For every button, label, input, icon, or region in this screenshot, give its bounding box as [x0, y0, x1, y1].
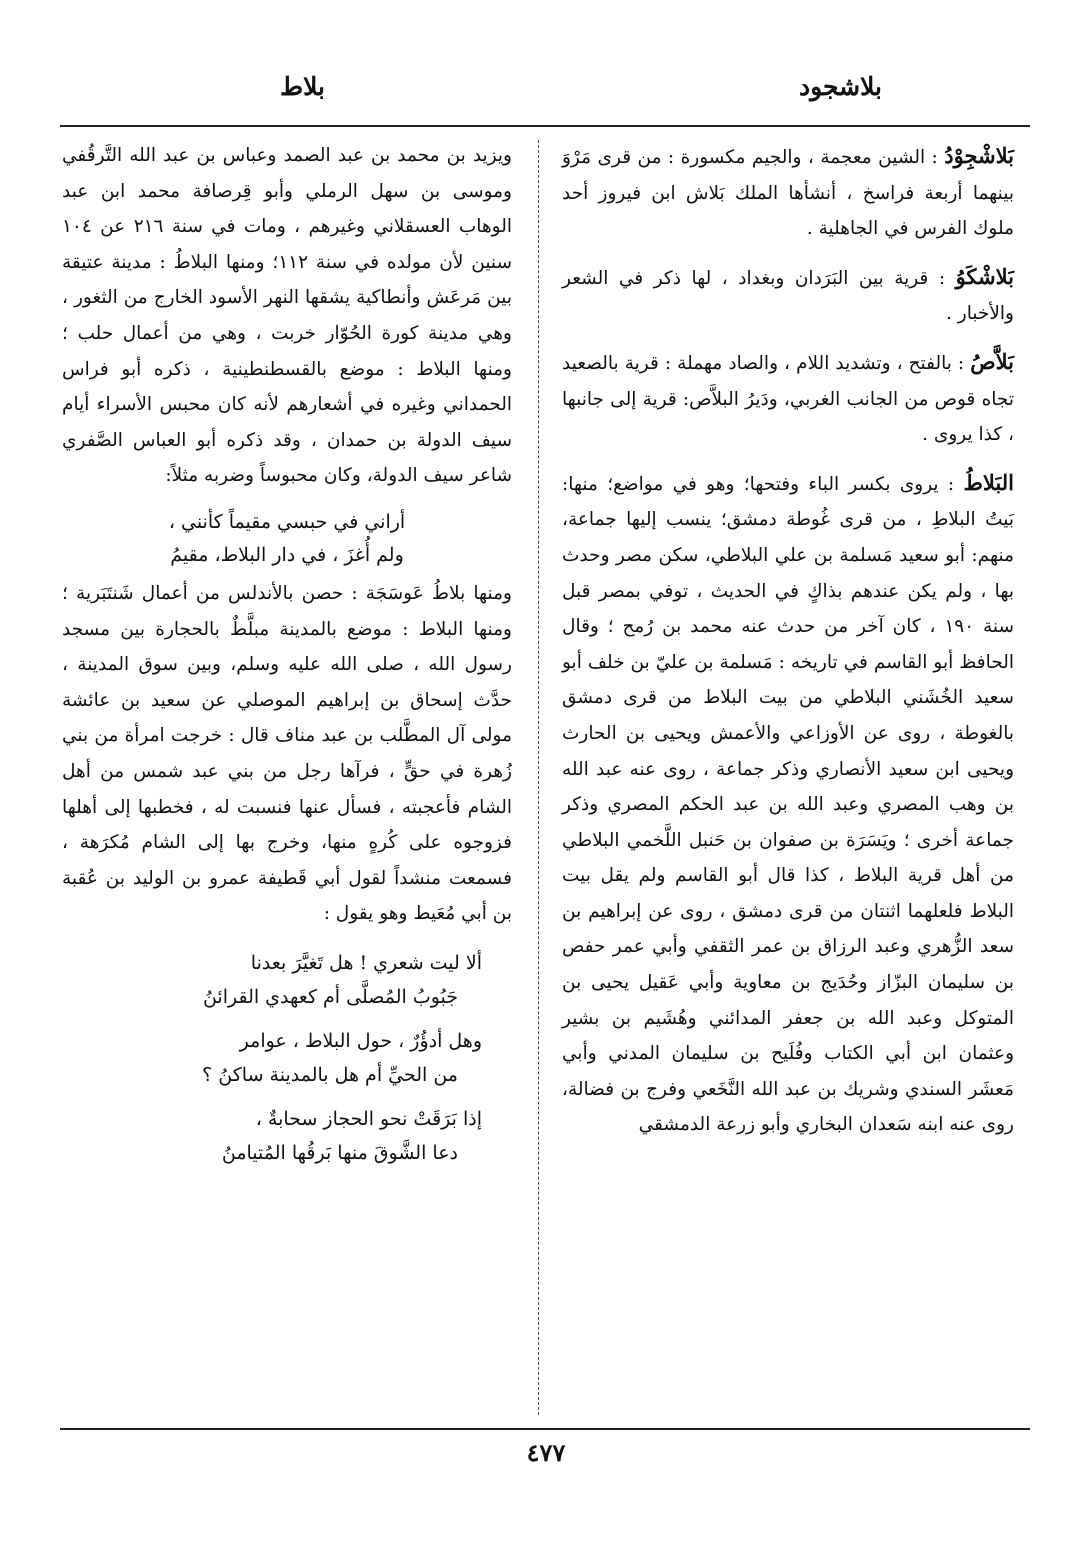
left-column	[62, 138, 512, 1170]
verse-line: ألا ليت شعري ! هل تَغيَّرَ بعدنا	[250, 951, 482, 974]
entry-al-balat	[562, 465, 1014, 1143]
verse-line: من الحيِّ أم هل بالمدينة ساكنُ ؟	[202, 1063, 458, 1086]
verse-line: إذا بَرَقَتْ نحو الحجاز سحابةٌ ،	[255, 1107, 482, 1130]
verse-line: دعا الشَّوقَ منها بَرقُها المُتيامنُ	[221, 1141, 458, 1164]
entry-headword: بَلاَّصُ	[970, 348, 1014, 374]
entry-headword: البَلاطُ	[963, 469, 1014, 495]
entry-headword: بَلاشْكَوُ	[955, 263, 1014, 289]
verse-line: وهل أدؤُرٌ ، حول البلاط ، عوامر	[239, 1029, 482, 1052]
right-column	[562, 138, 1014, 1155]
bottom-rule	[60, 1428, 1030, 1430]
page-number: ٤٧٧	[526, 1438, 566, 1467]
verse-line: ولم أُغزَ ، في دار البلاط، مقيمُ	[170, 543, 404, 566]
entry-text: : بالفتح ، وتشديد اللام ، والصاد مهملة : قرية بالصعيد تجاه قوص من الجانب الغربي، ودَيرُ البلاَّص: قرية إلى جانبها ، كذا يروى .	[562, 352, 1014, 446]
running-head-right: بلاشجود	[798, 72, 882, 101]
page-header	[60, 72, 1032, 112]
entry-headword: بَلاشْجِوْدُ	[944, 143, 1014, 168]
verse-line: جَبُوبُ المُصلَّى أم كعهدي القرائنُ	[202, 985, 458, 1008]
top-rule	[60, 125, 1030, 127]
verse-line: أراني في حبسي مقيماً كأنني ،	[168, 510, 406, 533]
entry-balashkaw	[562, 259, 1014, 332]
verse-block-2	[102, 946, 482, 1170]
entry-text: : الشين معجمة ، والجيم مكسورة : من قرى مَرْوَ بينهما أربعة فراسخ ، أنشأها الملك بَلاش ابن فيروز أحد ملوك الفرس في الجاهلية .	[562, 147, 1014, 240]
verse-block-1	[62, 506, 512, 572]
entry-text: : يروى بكسر الباء وفتحها؛ وهو في مواضع؛ منها: بَيتُ البلاطِ ، من قرى غُوطة دمشق؛ ينسب إليها جماعة، منهم: أبو سعيد مَسلمة بن علي البلاطي، سكن مصر وحدث بها ، ولم يكن عندهم بذاكٍ في الحديث ، توفي بمصر قبل سنة ١٩٠ ، كان آخر من حدث عنه محمد بن رُمح ؛ وقال الحافظ أبو القاسم في تاريخه : مَسلمة بن عليّ بن خلف أبو سعيد الخُشَني البلاطي من بيت البلاط من قرى دمشق بالغوطة ، روى عن الأوزاعي والأعمش ويحيى بن الحارث ويحيى ابن سعيد الأنصاري وذكر جماعة ، روى عنه عبد الله بن وهب المصري وعبد الله بن عبد الحكم المصري وذكر جماعة أخرى ؛ ويَسَرَة بن صفوان بن حَنبل اللَّخمي البلاطي من أهل قرية البلاط ، كذا قال أبو القاسم ولم يقل بيت البلاط فلعلهما اثنتان من قرى دمشق ، روى عن إبراهيم بن سعد الزُّهري وعبد الرزاق بن عمر الثقفي وأبي عمر حفص بن سليمان البزّاز وحُدَيج بن معاوية وأبي عَقيل يحيى بن المتوكل وعبد الله بن جعفر المدائني وهُشَيم بن بشير وعثمان ابن أبي الكتاب وفُلَيح بن سليمان المدني وأبي مَعشَر السندي وشريك بن عبد الله النَّخَعي وفرج بن فضالة، روى عنه ابنه سَعدان البخاري وأبو زرعة الدمشقي	[562, 473, 1014, 1136]
left-paragraph-2: ومنها بلاطُ عَوسَجَة : حصن بالأندلس من أعمال شَنتَبَرية ؛ ومنها البلاط : موضع بالمدينة مبلَّطٌ بالحجارة بين مسجد رسول الله ، صلى الله عليه وسلم، وبين سوق المدينة ، حدَّث إسحاق بن إبراهيم الموصلي عن سعيد بن عائشة مولى آل المطَّلب بن عبد مناف قال : خرجت امرأة من بني زُهرة في حقٍّ ، فرآها رجل من بني عبد شمس من أهل الشام فأعجبته ، فسأل عنها فنسبت له ، فخطبها إلى أهلها فزوجوه على كُرهٍ منها، وخرج بها إلى الشام مُكرَهة ، فسمعت منشداً لقول أبي قَطيفة عمرو بن الوليد بن عُقبة بن أبي مُعَيط وهو يقول :	[62, 582, 512, 925]
entry-text: : قرية بين البَرَدان وبغداد ، لها ذكر في الشعر والأخبار .	[562, 267, 1014, 325]
column-divider	[538, 140, 539, 1415]
left-paragraph-1: ويزيد بن محمد بن عبد الصمد وعباس بن عبد الله التَّرقُفي وموسى بن سهل الرملي وأبو قِرصافة محمد ابن عبد الوهاب العسقلاني وغيرهم ، ومات في سنة ٢١٦ عن ١٠٤ سنين لأن مولده في سنة ١١٢؛ ومنها البلاطُ : مدينة عتيقة بين مَرعَش وأنطاكية يشقها النهر الأسود الخارج من الثغور ، وهي مدينة كورة الحُوّار خربت ، وهي من أعمال حلب ؛ ومنها البلاط : موضع بالقسطنطينية ، ذكره أبو فراس الحمداني وغيره في أشعارهم لأنه كان محبس الأسراء أيام سيف الدولة بن حمدان ، وقد ذكره أبو العباس الصَّفري شاعر سيف الدولة، وكان محبوساً وضربه مثلاً:	[62, 145, 513, 487]
running-head-left: بلاط	[280, 72, 325, 101]
entry-ballas	[562, 344, 1014, 453]
entry-balashjiwd	[562, 138, 1014, 247]
